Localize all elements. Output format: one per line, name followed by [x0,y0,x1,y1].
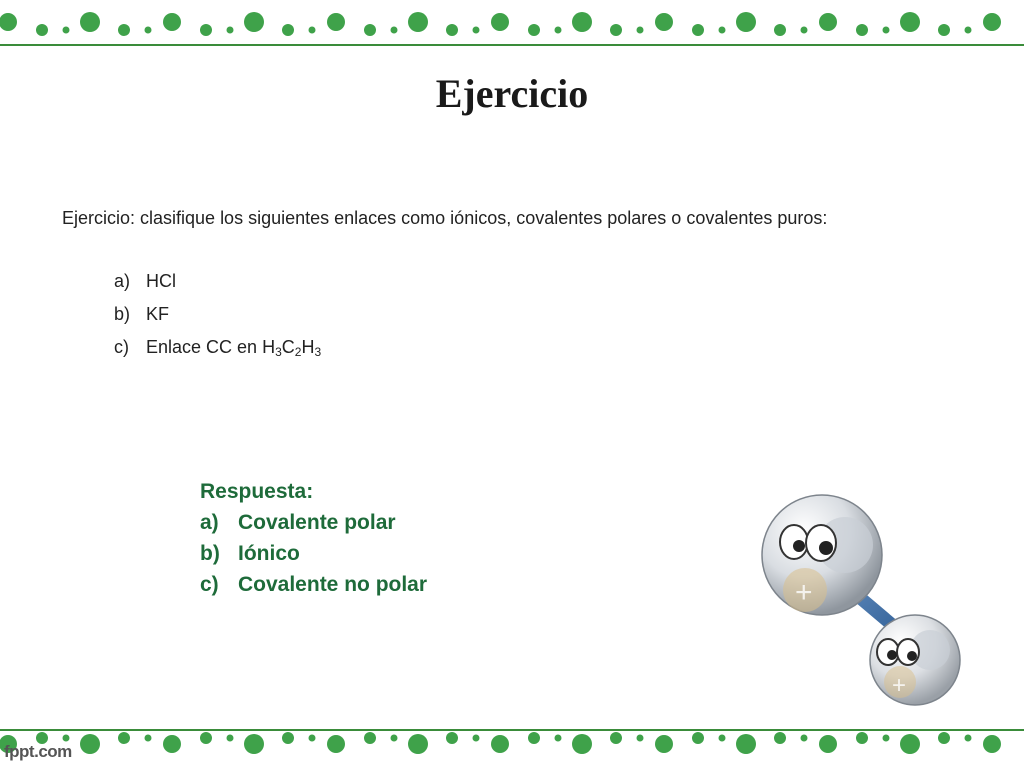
decor-dot [801,735,808,742]
decor-dot [327,735,345,753]
decor-dot [692,24,704,36]
answer-letter: c) [200,573,219,596]
decor-dot [555,27,562,34]
decor-dot [983,13,1001,31]
decor-dot [819,735,837,753]
decor-dot [491,735,509,753]
decor-dot [473,735,480,742]
decor-dot [719,735,726,742]
decor-dot [637,27,644,34]
formula-subscript: 2 [294,345,302,359]
svg-text:+: + [795,576,813,609]
decor-dot [965,735,972,742]
decor-dot [145,735,152,742]
answer-item [200,542,427,573]
decor-dot [819,13,837,31]
decor-dot [983,735,1001,753]
answer-item [200,573,427,604]
decor-dot [163,735,181,753]
formula-element: H [301,337,315,357]
decor-dot [572,12,592,32]
molecule-cartoon-icon [750,490,980,720]
decor-dot [36,24,48,36]
decor-dot [473,27,480,34]
formula-subscript: 3 [314,345,322,359]
top-rule [0,44,1024,46]
decor-dot [200,24,212,36]
decor-dot [637,735,644,742]
decor-dot [491,13,509,31]
decor-dot [227,735,234,742]
decor-dot [655,13,673,31]
decor-dot [309,735,316,742]
formula-element: C [281,337,295,357]
answer-letter: a) [200,511,219,534]
question-item [114,337,321,370]
answer-heading: Respuesta: [200,480,314,503]
decor-dot [938,732,950,744]
decor-dot [282,24,294,36]
decor-dot [446,732,458,744]
decor-dot [446,24,458,36]
decor-dot [610,24,622,36]
answer-block [200,480,427,604]
formula-element: H [262,337,276,357]
decor-dot [610,732,622,744]
exercise-intro: Ejercicio: clasifique los siguientes enlaces como iónicos, covalentes polares o covalentes puros: [62,208,828,228]
decor-dot [774,24,786,36]
decor-dot [883,735,890,742]
decor-dot [364,732,376,744]
question-text: KF [146,304,170,324]
decor-dot [528,24,540,36]
decor-dot [965,27,972,34]
decor-dot [856,732,868,744]
question-letter: b) [114,304,131,324]
decor-dot [80,12,100,32]
decor-dot [938,24,950,36]
bottom-dot-border [0,722,1024,768]
decor-dot [327,13,345,31]
decor-dot [774,732,786,744]
answer-text: Iónico [238,542,300,565]
decor-dot [227,27,234,34]
question-letter: c) [114,337,129,357]
decor-dot [282,732,294,744]
decor-dot [244,12,264,32]
answer-text: Covalente no polar [238,573,428,596]
question-item [114,304,321,337]
decor-dot [391,735,398,742]
svg-text:+: + [892,672,907,699]
decor-dot [572,734,592,754]
question-text: HCl [146,271,176,291]
decor-dot [63,735,70,742]
decor-dot [801,27,808,34]
decor-dot [200,732,212,744]
decor-dot [555,735,562,742]
decor-dot [244,734,264,754]
decor-dot [408,12,428,32]
decor-dot [0,13,17,31]
decor-dot [736,12,756,32]
question-item [114,271,321,304]
decor-dot [900,12,920,32]
decor-dot [900,734,920,754]
decor-dot [528,732,540,744]
formula [262,337,321,357]
slide-title: Ejercicio [435,71,589,116]
decor-dot [692,732,704,744]
decor-dot [80,734,100,754]
decor-dot [391,27,398,34]
decor-dot [118,24,130,36]
formula-subscript: 3 [275,345,282,359]
decor-dot [719,27,726,34]
decor-dot [63,27,70,34]
question-list [114,271,321,370]
decor-dot [145,27,152,34]
decor-dot [163,13,181,31]
decor-dot [883,27,890,34]
fppt-watermark: fppt.com [4,742,72,761]
top-dot-border [0,0,1024,46]
decor-dot [364,24,376,36]
decor-dot [118,732,130,744]
answer-letter: b) [200,542,220,565]
decor-dot [309,27,316,34]
question-letter: a) [114,271,131,291]
answer-item [200,511,427,542]
question-text-prefix: Enlace CC en [146,337,263,357]
decor-dot [736,734,756,754]
decor-dot [655,735,673,753]
decor-dot [408,734,428,754]
decor-dot [856,24,868,36]
question-text [146,337,321,370]
answer-text: Covalente polar [238,511,396,534]
